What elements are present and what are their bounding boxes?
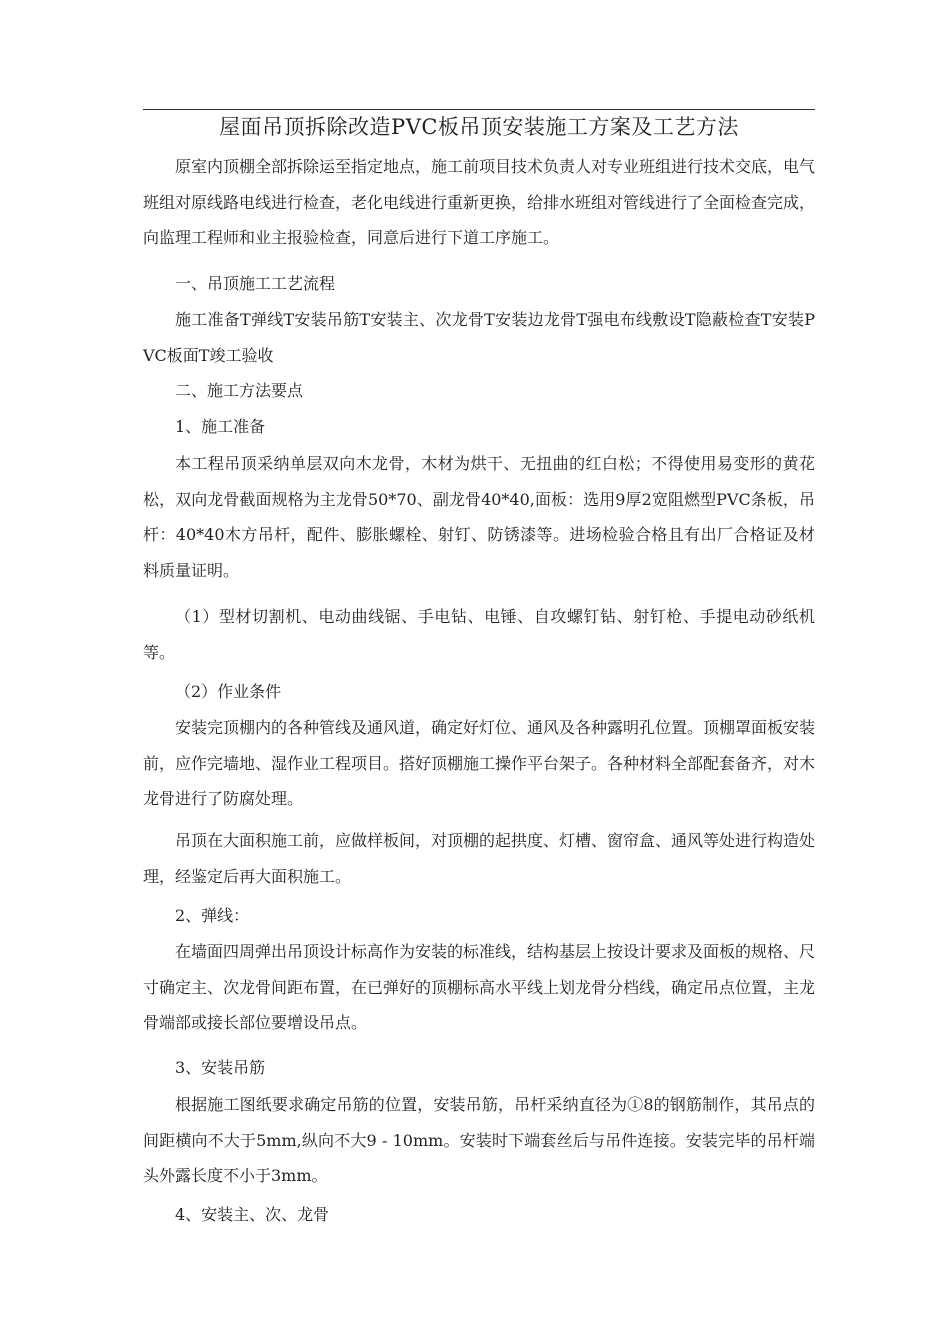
materials-paragraph: 本工程吊顶采纳单层双向木龙骨，木材为烘干、无扭曲的红白松；不得使用易变形的黄花松，双向龙骨截面规格为主龙骨50*70、副龙骨40*40,面板：选用9厚2宽阻燃型PVC条板，吊杆：40*40木方吊杆，配件、膨胀螺栓、射钉、防锈漆等。进场检验合格且有出厂合格证及材料质量证明。 bbox=[143, 454, 815, 580]
sample-room-paragraph: 吊顶在大面积施工前，应做样板间，对顶棚的起拱度、灯槽、窗帘盒、通风等处进行构造处理，经鉴定后再大面积施工。 bbox=[143, 831, 816, 886]
section-heading-process: 一、吊顶施工工艺流程 bbox=[175, 274, 336, 293]
section-heading-method: 二、施工方法要点 bbox=[175, 381, 304, 400]
document-title: 屋面吊顶拆除改造PVC板吊顶安装施工方案及工艺方法 bbox=[219, 115, 739, 139]
marking-paragraph: 在墙面四周弹出吊顶设计标高作为安装的标准线，结构基层上按设计要求及面板的规格、尺寸确定主、次龙骨间距布置，在已弹好的顶棚标高水平线上划龙骨分档线，确定吊点位置，主龙骨端部或接长部位要增设吊点。 bbox=[143, 942, 816, 1032]
hangers-paragraph: 根据施工图纸要求确定吊筋的位置，安装吊筋，吊杆采纳直径为①8的钢筋制作，其吊点的间距横向不大于5mm,纵向不大9 - 10mm。安装时下端套丝后与吊件连接。安装完毕的吊杆端头外露长度不小于3mm。 bbox=[143, 1095, 815, 1185]
tools-paragraph: （1）型材切割机、电动曲线锯、手电钻、电锤、自攻螺钉钻、射钉枪、手提电动砂纸机等。 bbox=[143, 607, 815, 662]
subheading-keels: 4、安装主、次、龙骨 bbox=[175, 1205, 330, 1224]
conditions-paragraph: 安装完顶棚内的各种管线及通风道，确定好灯位、通风及各种露明孔位置。顶棚罩面板安装前，应作完墙地、湿作业工程项目。搭好顶棚施工操作平台架子。各种材料全部配套备齐，对木龙骨进行了防腐处理。 bbox=[143, 718, 816, 808]
intro-paragraph: 原室内顶棚全部拆除运至指定地点，施工前项目技术负责人对专业班组进行技术交底，电气班组对原线路电线进行检查，老化电线进行重新更换，给排水班组对管线进行了全面检查完成，向监理工程师和业主报验检查，同意后进行下道工序施工。 bbox=[143, 157, 816, 247]
header-rule bbox=[143, 109, 815, 110]
subheading-marking: 2、弹线： bbox=[175, 906, 250, 925]
process-flow-paragraph: 施工准备T弹线T安装吊筋T安装主、次龙骨T安装边龙骨T强电布线敷设T隐蔽检查T安装PVC板面T竣工验收 bbox=[143, 310, 815, 365]
subheading-conditions: （2）作业条件 bbox=[175, 682, 282, 701]
subheading-hangers: 3、安装吊筋 bbox=[175, 1058, 266, 1077]
subheading-preparation: 1、施工准备 bbox=[175, 417, 266, 436]
